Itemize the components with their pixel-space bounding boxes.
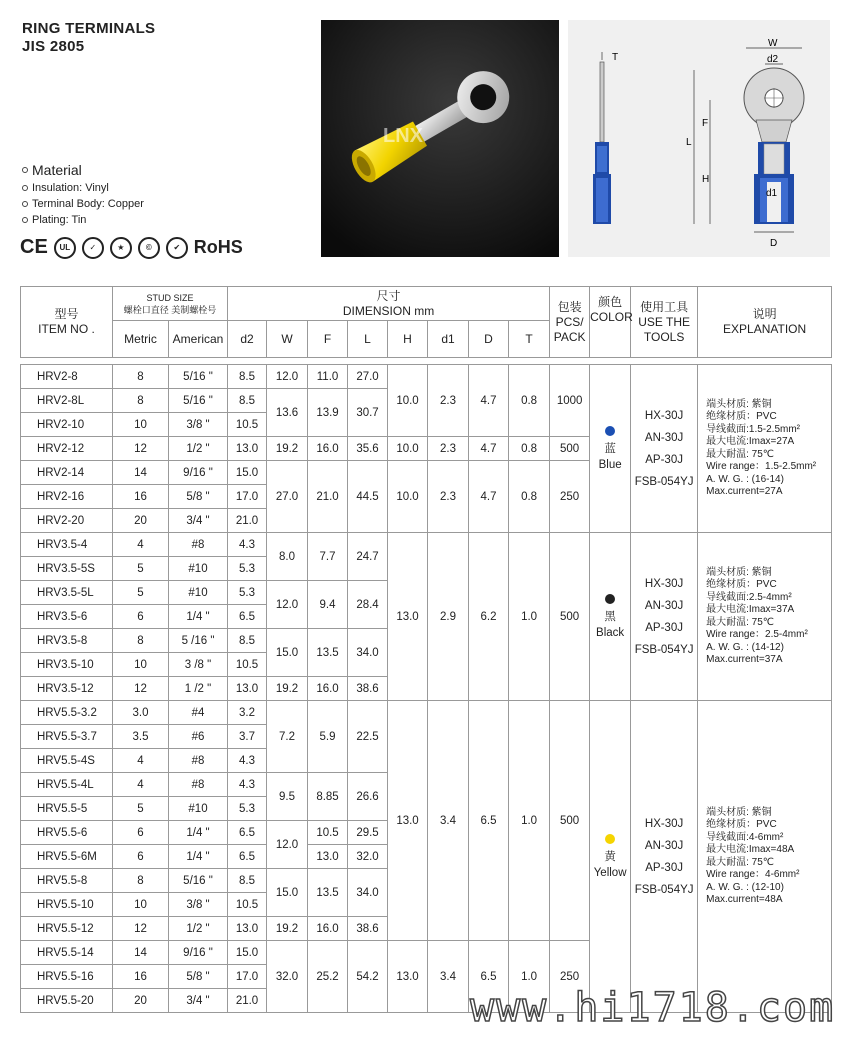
item-number-cell: HRV2-12 [21, 437, 113, 461]
tuv-icon: ✓ [82, 237, 104, 259]
table-cell: 12 [113, 677, 169, 701]
table-cell: #8 [169, 773, 228, 797]
table-cell: 32.0 [348, 845, 388, 869]
table-cell: 8 [113, 389, 169, 413]
table-cell: 3.5 [113, 725, 169, 749]
col-dimension-header: 尺寸 DIMENSION mm [228, 287, 550, 321]
table-cell: 5 [113, 581, 169, 605]
item-number-cell: HRV2-16 [21, 485, 113, 509]
table-cell: 4 [113, 773, 169, 797]
certification-logos [20, 236, 243, 259]
dimension-drawing [568, 20, 830, 257]
table-cell: 27.0 [348, 365, 388, 389]
color-cell-blue: 蓝 Blue [590, 365, 631, 533]
table-cell: #8 [169, 749, 228, 773]
table-cell: 20 [113, 989, 169, 1013]
tools-cell: HX-30J AN-30J AP-30J FSB-054YJ [631, 533, 698, 701]
col-stud-header: STUD SIZE 螺栓口直径 美制螺栓号 [113, 287, 228, 321]
table-cell: #10 [169, 581, 228, 605]
table-cell: 12.0 [267, 581, 308, 629]
table-cell: 10.0 [388, 461, 428, 533]
col-t: T [509, 321, 550, 358]
table-cell: 10.0 [388, 365, 428, 437]
table-cell: 3 /8 " [169, 653, 228, 677]
col-metric: Metric [113, 321, 169, 358]
product-photo [321, 20, 559, 257]
color-cell-yellow: 黄 Yellow [590, 701, 631, 1013]
item-number-cell: HRV3.5-8 [21, 629, 113, 653]
table-cell: 1/4 " [169, 605, 228, 629]
table-cell: 10.5 [228, 893, 267, 917]
table-cell: #6 [169, 725, 228, 749]
col-h: H [388, 321, 428, 358]
color-cell-black: 黑 Black [590, 533, 631, 701]
table-cell: 32.0 [267, 941, 308, 1013]
material-heading: Material [32, 162, 82, 178]
table-cell: 2.3 [428, 461, 469, 533]
item-number-cell: HRV5.5-14 [21, 941, 113, 965]
table-cell: 9.4 [308, 581, 348, 629]
table-cell: 9/16 " [169, 941, 228, 965]
table-cell: 19.2 [267, 917, 308, 941]
brand-watermark: LNX [383, 125, 423, 147]
table-cell: 11.0 [308, 365, 348, 389]
table-cell: 29.5 [348, 821, 388, 845]
table-cell: 10.5 [228, 413, 267, 437]
table-row [21, 365, 832, 389]
table-cell: 1000 [550, 365, 590, 437]
table-cell: 6.2 [469, 533, 509, 701]
material-item: Terminal Body: Copper [32, 198, 144, 210]
table-cell: 10 [113, 413, 169, 437]
table-cell: 13.0 [388, 533, 428, 701]
table-cell: 44.5 [348, 461, 388, 533]
table-cell: 10 [113, 653, 169, 677]
table-cell: 12 [113, 437, 169, 461]
ccc-icon: © [138, 237, 160, 259]
table-cell: 5 [113, 557, 169, 581]
table-cell: 8 [113, 869, 169, 893]
item-number-cell: HRV2-20 [21, 509, 113, 533]
col-explanation-header: 说明 EXPLANATION [698, 287, 832, 358]
table-cell: 8.0 [267, 533, 308, 581]
material-item: Plating: Tin [32, 214, 87, 226]
table-row [21, 533, 832, 557]
table-cell: 500 [550, 533, 590, 701]
table-cell: 13.0 [228, 917, 267, 941]
table-cell: 0.8 [509, 365, 550, 437]
table-cell: 5/8 " [169, 965, 228, 989]
table-cell: 5 [113, 797, 169, 821]
col-d1: d1 [428, 321, 469, 358]
table-cell: 3/8 " [169, 413, 228, 437]
table-cell: 2.3 [428, 437, 469, 461]
table-cell: 13.5 [308, 869, 348, 917]
item-number-cell: HRV5.5-20 [21, 989, 113, 1013]
table-cell: 9/16 " [169, 461, 228, 485]
item-number-cell: HRV3.5-12 [21, 677, 113, 701]
table-cell [21, 358, 832, 365]
table-cell: 6.5 [469, 701, 509, 941]
table-cell: 4 [113, 533, 169, 557]
label-T: T [612, 52, 619, 63]
table-cell: 8.5 [228, 365, 267, 389]
table-cell: 5/16 " [169, 389, 228, 413]
table-cell: 5/16 " [169, 365, 228, 389]
table-cell: 26.6 [348, 773, 388, 821]
label-F: F [702, 118, 709, 129]
item-number-cell: HRV3.5-5L [21, 581, 113, 605]
table-cell: 8.85 [308, 773, 348, 821]
label-W: W [768, 38, 778, 49]
table-cell: 54.2 [348, 941, 388, 1013]
table-cell: 7.7 [308, 533, 348, 581]
ul-icon: UL [54, 237, 76, 259]
table-cell: 10.5 [228, 653, 267, 677]
table-cell: 25.2 [308, 941, 348, 1013]
table-cell: 5.3 [228, 557, 267, 581]
table-cell: 3.2 [228, 701, 267, 725]
item-number-cell: HRV5.5-4L [21, 773, 113, 797]
table-cell: 2.9 [428, 533, 469, 701]
material-list [22, 160, 144, 228]
col-d2: d2 [228, 321, 267, 358]
table-cell: 19.2 [267, 677, 308, 701]
tools-cell: HX-30J AN-30J AP-30J FSB-054YJ [631, 365, 698, 533]
table-cell: 4.3 [228, 773, 267, 797]
table-cell: 21.0 [308, 461, 348, 533]
item-number-cell: HRV5.5-5 [21, 797, 113, 821]
table-cell: 6 [113, 845, 169, 869]
item-number-cell: HRV3.5-4 [21, 533, 113, 557]
rohs-icon: RoHS [193, 237, 243, 257]
table-cell: 21.0 [228, 509, 267, 533]
table-cell: 5/16 " [169, 869, 228, 893]
col-american: American [169, 321, 228, 358]
table-cell: 14 [113, 461, 169, 485]
table-cell: 1.0 [509, 941, 550, 1013]
table-cell: 3.0 [113, 701, 169, 725]
table-cell: 8.5 [228, 629, 267, 653]
table-cell: 16 [113, 485, 169, 509]
table-cell: 13.6 [267, 389, 308, 437]
title-line-1: RING TERMINALS [22, 20, 156, 37]
bullet-icon [22, 201, 28, 207]
table-cell: 5.3 [228, 581, 267, 605]
table-cell: #8 [169, 533, 228, 557]
table-cell: 38.6 [348, 917, 388, 941]
table-cell: 3/4 " [169, 509, 228, 533]
table-cell: 17.0 [228, 485, 267, 509]
table-cell: 250 [550, 941, 590, 1013]
table-cell: 13.0 [228, 437, 267, 461]
table-cell: 3.4 [428, 701, 469, 941]
item-number-cell: HRV5.5-16 [21, 965, 113, 989]
ce-mark-icon: CE [20, 236, 48, 258]
blue-dot-icon [605, 426, 615, 436]
col-pack-header: 包装 PCS/ PACK [550, 287, 590, 358]
table-row [21, 701, 832, 725]
table-cell: 13.0 [308, 845, 348, 869]
table-cell: 3/8 " [169, 893, 228, 917]
table-cell: 7.2 [267, 701, 308, 773]
table-cell: 34.0 [348, 629, 388, 677]
table-cell: 13.0 [388, 941, 428, 1013]
table-cell: 27.0 [267, 461, 308, 533]
col-tools-header: 使用工具 USE THE TOOLS [631, 287, 698, 358]
bullet-icon [22, 167, 28, 173]
table-cell: 8.5 [228, 869, 267, 893]
table-cell: 34.0 [348, 869, 388, 917]
table-cell: 2.3 [428, 365, 469, 437]
col-w: W [267, 321, 308, 358]
table-cell: 3.7 [228, 725, 267, 749]
table-cell: 10.5 [308, 821, 348, 845]
table-cell: 17.0 [228, 965, 267, 989]
table-cell: 6 [113, 605, 169, 629]
table-cell: 250 [550, 461, 590, 533]
table-cell: 10.0 [388, 437, 428, 461]
table-cell: 19.2 [267, 437, 308, 461]
table-cell: 15.0 [228, 941, 267, 965]
table-cell: 4.3 [228, 749, 267, 773]
table-cell: 1/4 " [169, 821, 228, 845]
item-number-cell: HRV2-14 [21, 461, 113, 485]
table-cell: 8 [113, 365, 169, 389]
explanation-cell: 端头材质: 紫铜 绝缘材质：PVC 导线截面:4-6mm² 最大电流:Imax=48A 最大耐温: 75℃ Wire range：4-6mm² A. W. G. : (12-10) Max.current=48A [698, 701, 832, 1013]
cqc-icon: ★ [110, 237, 132, 259]
item-number-cell: HRV2-8 [21, 365, 113, 389]
col-d: D [469, 321, 509, 358]
table-cell: 6.5 [228, 821, 267, 845]
table-cell: 20 [113, 509, 169, 533]
table-cell: 4.3 [228, 533, 267, 557]
table-cell: 3.4 [428, 941, 469, 1013]
table-cell: 500 [550, 701, 590, 941]
table-cell: 21.0 [228, 989, 267, 1013]
table-cell: #10 [169, 797, 228, 821]
site-watermark: www.hi1718.com [470, 985, 836, 1031]
item-number-cell: HRV5.5-6M [21, 845, 113, 869]
item-number-cell: HRV3.5-5S [21, 557, 113, 581]
page-title [22, 20, 155, 56]
bullet-icon [22, 185, 28, 191]
table-cell: 28.4 [348, 581, 388, 629]
table-cell: 1/2 " [169, 917, 228, 941]
table-cell: #4 [169, 701, 228, 725]
table-cell: 5.3 [228, 797, 267, 821]
yellow-dot-icon [605, 834, 615, 844]
table-cell: 8.5 [228, 389, 267, 413]
table-cell: 6.5 [469, 941, 509, 1013]
material-item: Insulation: Vinyl [32, 182, 109, 194]
col-l: L [348, 321, 388, 358]
item-number-cell: HRV2-10 [21, 413, 113, 437]
table-cell: 16.0 [308, 677, 348, 701]
table-cell: 12 [113, 917, 169, 941]
label-d1: d1 [766, 188, 778, 199]
table-cell: 1 /2 " [169, 677, 228, 701]
explanation-cell: 端头材质: 紫铜 绝缘材质：PVC 导线截面:2.5-4mm² 最大电流:Imax=37A 最大耐温: 75℃ Wire range：2.5-4mm² A. W. G. : (14-12) Max.current=37A [698, 533, 832, 701]
table-cell: 1.0 [509, 533, 550, 701]
tools-cell: HX-30J AN-30J AP-30J FSB-054YJ [631, 701, 698, 1013]
table-cell: 35.6 [348, 437, 388, 461]
table-cell: 15.0 [267, 869, 308, 917]
table-cell: 5/8 " [169, 485, 228, 509]
table-cell: 22.5 [348, 701, 388, 773]
col-color-header: 颜色 COLOR [590, 287, 631, 358]
col-item-header: 型号 ITEM NO . [21, 287, 113, 358]
table-cell: 4.7 [469, 365, 509, 437]
specification-table [20, 286, 832, 1013]
table-cell: 16.0 [308, 917, 348, 941]
label-D: D [770, 238, 778, 249]
table-cell: 30.7 [348, 389, 388, 437]
item-number-cell: HRV5.5-8 [21, 869, 113, 893]
table-cell: 6.5 [228, 605, 267, 629]
table-cell: 15.0 [267, 629, 308, 677]
table-cell: 16.0 [308, 437, 348, 461]
item-number-cell: HRV5.5-4S [21, 749, 113, 773]
table-cell: 16 [113, 965, 169, 989]
table-cell: 12.0 [267, 365, 308, 389]
table-cell: 9.5 [267, 773, 308, 821]
title-line-2: JIS 2805 [22, 38, 85, 55]
table-cell: 1/2 " [169, 437, 228, 461]
table-cell: 14 [113, 941, 169, 965]
label-L: L [686, 137, 692, 148]
item-number-cell: HRV3.5-10 [21, 653, 113, 677]
label-d2: d2 [767, 54, 779, 65]
table-cell: 13.5 [308, 629, 348, 677]
table-cell: 5 /16 " [169, 629, 228, 653]
item-number-cell: HRV5.5-6 [21, 821, 113, 845]
table-cell: 0.8 [509, 437, 550, 461]
table-cell: 6 [113, 821, 169, 845]
table-cell: #10 [169, 557, 228, 581]
label-H: H [702, 174, 710, 185]
table-cell: 13.0 [388, 701, 428, 941]
item-number-cell: HRV5.5-12 [21, 917, 113, 941]
item-number-cell: HRV5.5-10 [21, 893, 113, 917]
table-cell: 5.9 [308, 701, 348, 773]
table-cell: 1.0 [509, 701, 550, 941]
table-cell: 13.0 [228, 677, 267, 701]
table-cell: 38.6 [348, 677, 388, 701]
table-cell: 10 [113, 893, 169, 917]
table-cell: 8 [113, 629, 169, 653]
col-f: F [308, 321, 348, 358]
item-number-cell: HRV5.5-3.7 [21, 725, 113, 749]
table-cell: 3/4 " [169, 989, 228, 1013]
table-cell: 15.0 [228, 461, 267, 485]
table-cell: 24.7 [348, 533, 388, 581]
item-number-cell: HRV5.5-3.2 [21, 701, 113, 725]
iso-icon: ✔ [166, 237, 188, 259]
table-cell: 4.7 [469, 437, 509, 461]
item-number-cell: HRV3.5-6 [21, 605, 113, 629]
table-cell: 13.9 [308, 389, 348, 437]
item-number-cell: HRV2-8L [21, 389, 113, 413]
black-dot-icon [605, 594, 615, 604]
explanation-cell: 端头材质: 紫铜 绝缘材质：PVC 导线截面:1.5-2.5mm² 最大电流:Imax=27A 最大耐温: 75℃ Wire range：1.5-2.5mm² A. W. G. : (16-14) Max.current=27A [698, 365, 832, 533]
table-cell: 12.0 [267, 821, 308, 869]
table-cell: 500 [550, 437, 590, 461]
table-cell: 0.8 [509, 461, 550, 533]
table-cell: 4.7 [469, 461, 509, 533]
table-cell: 4 [113, 749, 169, 773]
table-cell: 6.5 [228, 845, 267, 869]
table-cell: 1/4 " [169, 845, 228, 869]
bullet-icon [22, 217, 28, 223]
